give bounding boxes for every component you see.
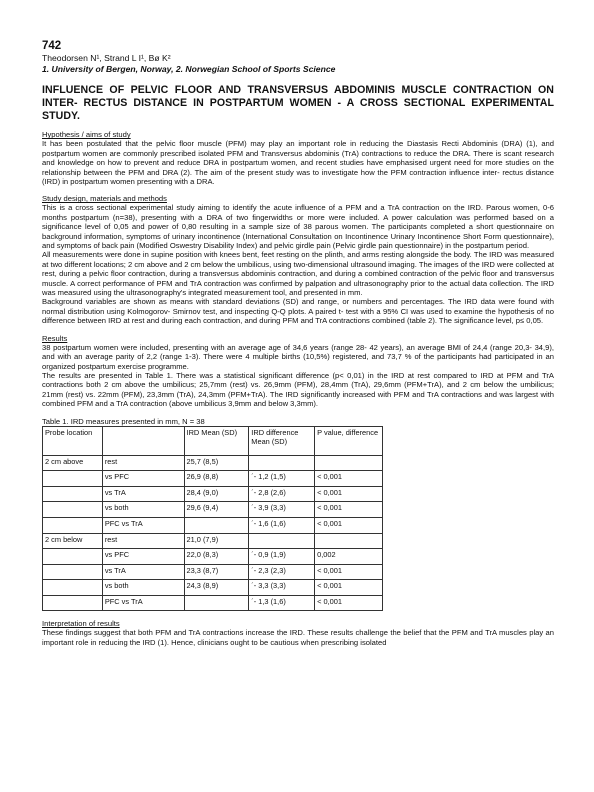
table-header-row: [43, 426, 383, 455]
table-row: [43, 595, 383, 611]
abstract-number: 742: [42, 40, 62, 52]
authors: Theodorsen N¹, Strand L I¹, Bø K²: [42, 53, 171, 63]
table-cell: ´- 3,9 (3,3): [249, 502, 315, 518]
header-cell: IRD difference Mean (SD): [249, 426, 315, 455]
header-cell: Probe location: [43, 426, 103, 455]
location-cell: 2 cm above: [43, 455, 103, 471]
table-cell: [43, 580, 103, 596]
table-cell: 21,0 (7,9): [184, 533, 249, 549]
table-cell: ´- 3,3 (3,3): [249, 580, 315, 596]
table-cell: 28,4 (9,0): [184, 486, 249, 502]
location-cell: 2 cm below: [43, 533, 103, 549]
table-cell: [43, 549, 103, 565]
table-cell: [43, 564, 103, 580]
table-cell: [184, 595, 249, 611]
table-row: [43, 517, 383, 533]
paragraph: It has been postulated that the pelvic floor muscle (PFM) may play an important role in reducing the Diastasis Recti Abdominis (DRA) (1), and postpartum women are commonly prescribed isolated PFM and Transversus abdominis (TrA) contractions to reduce the DRA. There is scant research and knowledge on how to prevent and reduce DRA in postpartum women, and recent studies have emphasised urgent need for more studies on the relationship between the PFM and DRA (2). The aim of the present study was to investigate how the PFM contraction influence inter- rectus distance (IRD) in postpartum women presenting with a DRA.: [42, 139, 554, 187]
table-cell: < 0,001: [315, 517, 383, 533]
table-cell: < 0,001: [315, 502, 383, 518]
table-cell: < 0,001: [315, 471, 383, 487]
header-cell: P value, difference: [315, 426, 383, 455]
ird-table: [42, 426, 383, 612]
section-heading-hypothesis: Hypothesis / aims of study: [42, 130, 131, 140]
table-row: [43, 533, 383, 549]
table-cell: < 0,001: [315, 486, 383, 502]
table-cell: < 0,001: [315, 595, 383, 611]
paragraph: These findings suggest that both PFM and TrA contractions increase the IRD. These results challenge the belief that the PFM and TrA muscles play an important role in reducing the IRD (1). Hence, clinicians ought to be cautious when prescribing isolated: [42, 628, 554, 647]
table-cell: PFC vs TrA: [102, 595, 184, 611]
table-cell: ´- 2,8 (2,6): [249, 486, 315, 502]
header-cell: IRD Mean (SD): [184, 426, 249, 455]
table-cell: vs TrA: [102, 486, 184, 502]
table-cell: 24,3 (8,9): [184, 580, 249, 596]
table-cell: vs PFC: [102, 549, 184, 565]
header-cell: [102, 426, 184, 455]
table-cell: ´- 2,3 (2,3): [249, 564, 315, 580]
table-cell: [43, 517, 103, 533]
table-row: [43, 455, 383, 471]
table-row: [43, 580, 383, 596]
table-cell: 0,002: [315, 549, 383, 565]
table-row: [43, 486, 383, 502]
affiliations: 1. University of Bergen, Norway, 2. Norwegian School of Sports Science: [42, 63, 336, 74]
table-cell: ´- 1,6 (1,6): [249, 517, 315, 533]
table-cell: PFC vs TrA: [102, 517, 184, 533]
table-cell: [43, 595, 103, 611]
paragraph: The results are presented in Table 1. There was a statistical significant difference (p< 0,01) in the IRD at rest compared to IRD at PFM and TrA contractions both 2 cm above the umbilicus; 25,7mm (rest) vs. 26,9mm (PFM), 28,4mm (TrA), 29,6mm (PFM+TrA), and 2 cm below the umbilicus; 21mm (rest) vs. 22mm (PFM), 23,3mm (TrA), 24,3mm (PFM+TrA). The IRD significantly increased with PFM and TrA contractions and was largest with combined PFM and a TrA contraction (above umbilicus 3,9mm and below 3,3mm).: [42, 370, 554, 409]
table-cell: rest: [102, 533, 184, 549]
table-cell: [249, 455, 315, 471]
section-heading-methods: Study design, materials and methods: [42, 194, 167, 204]
table-cell: ´- 1,2 (1,5): [249, 471, 315, 487]
paper-title: INFLUENCE OF PELVIC FLOOR AND TRANSVERSUS ABDOMINIS MUSCLE CONTRACTION ON INTER- RECTUS DISTANCE IN POSTPARTUM WOMEN - A CROSS SECTIONAL EXPERIMENTAL STUDY.: [42, 84, 554, 122]
table-cell: rest: [102, 455, 184, 471]
paragraph: Background variables are shown as means with standard deviations (SD) and range, or numbers and percentages. The IRD data were found with normal distribution using Kolmogorov- Smirnov test, and inspecting Q-Q plots. A paired t- test with a 95% CI was used to examine the hypothesis of no difference between IRD at rest and during each contraction, and during PFM and TrA contractions combined (table 2). The significance level, p≤ 0,05.: [42, 297, 554, 326]
section-heading-results: Results: [42, 333, 68, 343]
table-cell: [43, 502, 103, 518]
table-cell: vs TrA: [102, 564, 184, 580]
table-cell: [315, 455, 383, 471]
section-heading-interpretation: Interpretation of results: [42, 619, 120, 629]
paragraph: This is a cross sectional experimental study aiming to identify the acute influence of a PFM and a TrA contraction on the IRD. Parous women, 0-6 months postpartum (n=38), presenting with a DRA of two fingerwidths or more were included. A power calculation was performed based on a significance level of 0,05 and power of 0,80 resulting in a sample size of 38 parous women. The participants completed a short questionnaire on background information, symptoms of urinary incontinence (International Consultation on Incontinence Urinary Incontinence Short Form questionnaire), and symptoms of back pain (Modified Oswestry Disability Index) and pelvic girdle pain (Pelvic girdle pain questionnaire) in the postpartum period.: [42, 203, 554, 251]
table-cell: 23,3 (8,7): [184, 564, 249, 580]
paragraph: All measurements were done in supine position with knees bent, feet resting on the plinth, and arms resting alongside the body. The IRD was measured at two different locations; 2 cm above and 2 cm below the umbilicus, using two-dimensional ultrasound imaging. The images of the IRD were collected at rest, during a pelvic floor contraction, during a transversus abdominis contraction, and during a combined contraction of the pelvic floor and transversus muscle. A correct performance of PFM and TrA contraction was confirmed by palpation and ultrasonography prior to the actual data collection. The IRD was measured using the ultrasonography's integrated measurement tool, and presented in mm.: [42, 250, 554, 298]
table-cell: [184, 517, 249, 533]
table-row: [43, 502, 383, 518]
table-cell: [249, 533, 315, 549]
table-row: [43, 471, 383, 487]
paragraph: 38 postpartum women were included, presenting with an average age of 34,6 years (range 28- 42 years), an average BMI of 24,4 (range 20,3- 34,9), and with an average parity of 2,2 (range 1-3). There were 4 multiple births (10,5%) registered, and 73,7 % of the participants had participated in an organized postpartum exercise programme.: [42, 342, 554, 371]
table-cell: < 0,001: [315, 580, 383, 596]
table-row: [43, 549, 383, 565]
table-cell: vs both: [102, 502, 184, 518]
abstract-page: [42, 40, 554, 647]
table-cell: [43, 471, 103, 487]
table-caption: Table 1. IRD measures presented in mm, N = 38: [42, 416, 205, 426]
table-row: [43, 564, 383, 580]
table-cell: 22,0 (8,3): [184, 549, 249, 565]
table-cell: [315, 533, 383, 549]
table-cell: [43, 486, 103, 502]
table-cell: vs both: [102, 580, 184, 596]
table-cell: vs PFC: [102, 471, 184, 487]
table-cell: 26,9 (8,8): [184, 471, 249, 487]
table-cell: 25,7 (8,5): [184, 455, 249, 471]
table-cell: < 0,001: [315, 564, 383, 580]
table-cell: ´- 1,3 (1,6): [249, 595, 315, 611]
table-cell: 29,6 (9,4): [184, 502, 249, 518]
table-cell: ´- 0,9 (1,9): [249, 549, 315, 565]
